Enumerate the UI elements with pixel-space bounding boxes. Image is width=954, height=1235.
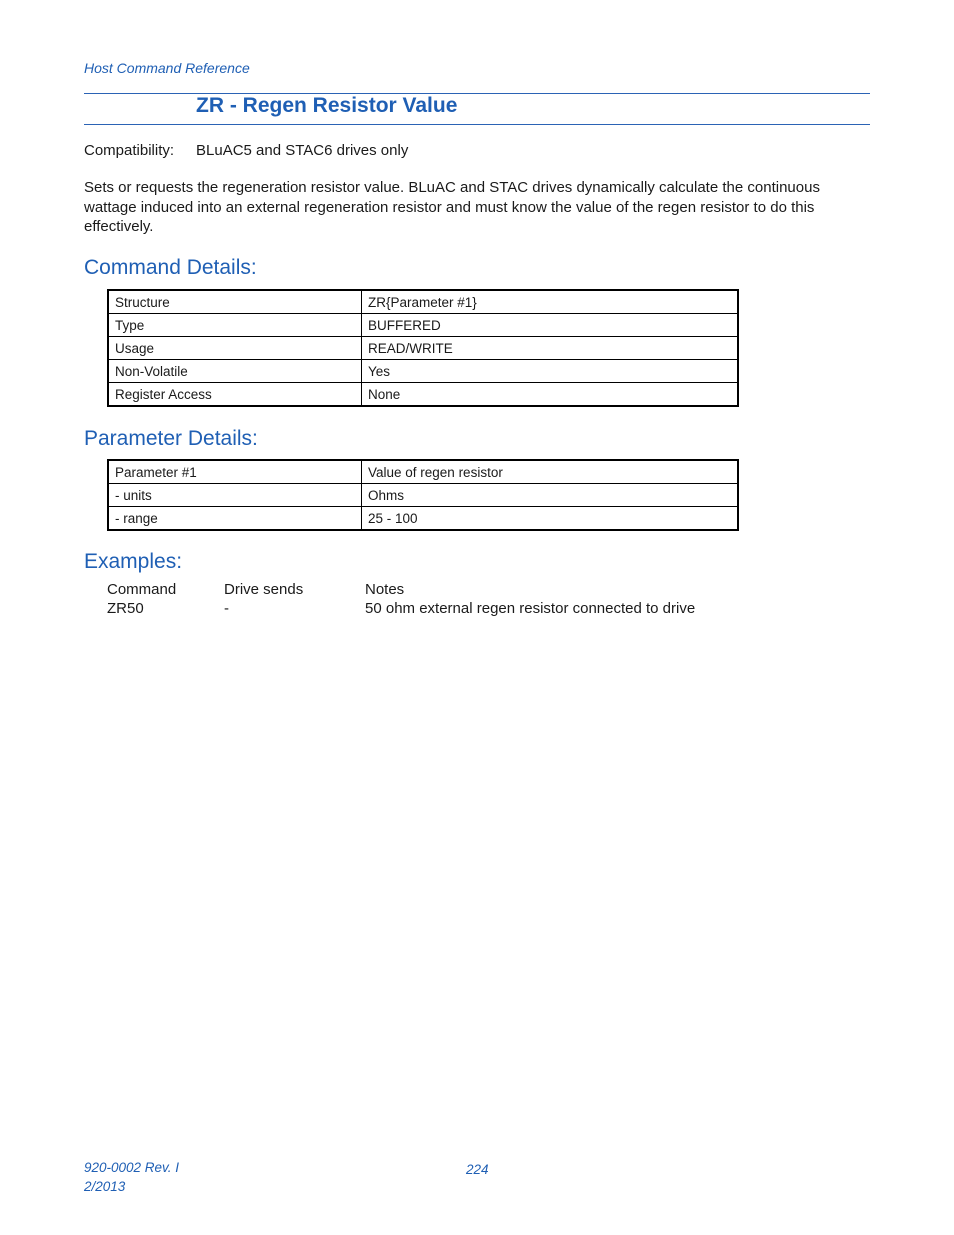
table-cell-key: - range [108,507,362,531]
table-cell-value: Ohms [362,484,739,507]
table-cell-value: ZR{Parameter #1} [362,290,739,314]
table-row [108,383,738,407]
table-row [108,290,738,314]
table-cell-value: None [362,383,739,407]
table-cell-key: Non-Volatile [108,360,362,383]
table-cell-key: - units [108,484,362,507]
table-cell-key: Parameter #1 [108,460,362,484]
table-cell-value: 25 - 100 [362,507,739,531]
table-row [108,484,738,507]
command-title: ZR - Regen Resistor Value [196,94,458,117]
page-number: 224 [466,1162,489,1177]
compatibility-label: Compatibility: [84,142,175,159]
table-row [108,360,738,383]
examples-col-drive-sends: Drive sends [224,581,304,598]
table-row [108,337,738,360]
footer-date: 2/2013 [84,1179,126,1194]
examples-col-command: Command [107,581,177,598]
table-cell-value: Value of regen resistor [362,460,739,484]
examples-heading: Examples: [84,550,183,573]
example-notes: 50 ohm external regen resistor connected to drive [365,600,696,617]
command-details-table [107,289,739,407]
examples-col-notes: Notes [365,581,405,598]
parameter-details-table [107,459,739,531]
table-cell-value: READ/WRITE [362,337,739,360]
example-drive-sends: - [224,600,229,617]
parameter-details-heading: Parameter Details: [84,427,258,450]
title-bottom-rule [84,124,870,125]
footer-doc-number: 920-0002 Rev. I [84,1160,180,1175]
table-cell-key: Usage [108,337,362,360]
table-cell-key: Register Access [108,383,362,407]
compatibility-value: BLuAC5 and STAC6 drives only [196,142,409,159]
table-cell-key: Structure [108,290,362,314]
example-command: ZR50 [107,600,144,617]
table-row [108,314,738,337]
table-row [108,507,738,531]
table-cell-key: Type [108,314,362,337]
table-cell-value: Yes [362,360,739,383]
table-cell-value: BUFFERED [362,314,739,337]
running-header: Host Command Reference [84,60,250,76]
command-details-heading: Command Details: [84,256,257,279]
command-description: Sets or requests the regeneration resistor value. BLuAC and STAC drives dynamically calculate the continuous wattage induced into an external regeneration resistor and must know the value of the regen resistor to do this effectively. [84,179,820,235]
table-row [108,460,738,484]
